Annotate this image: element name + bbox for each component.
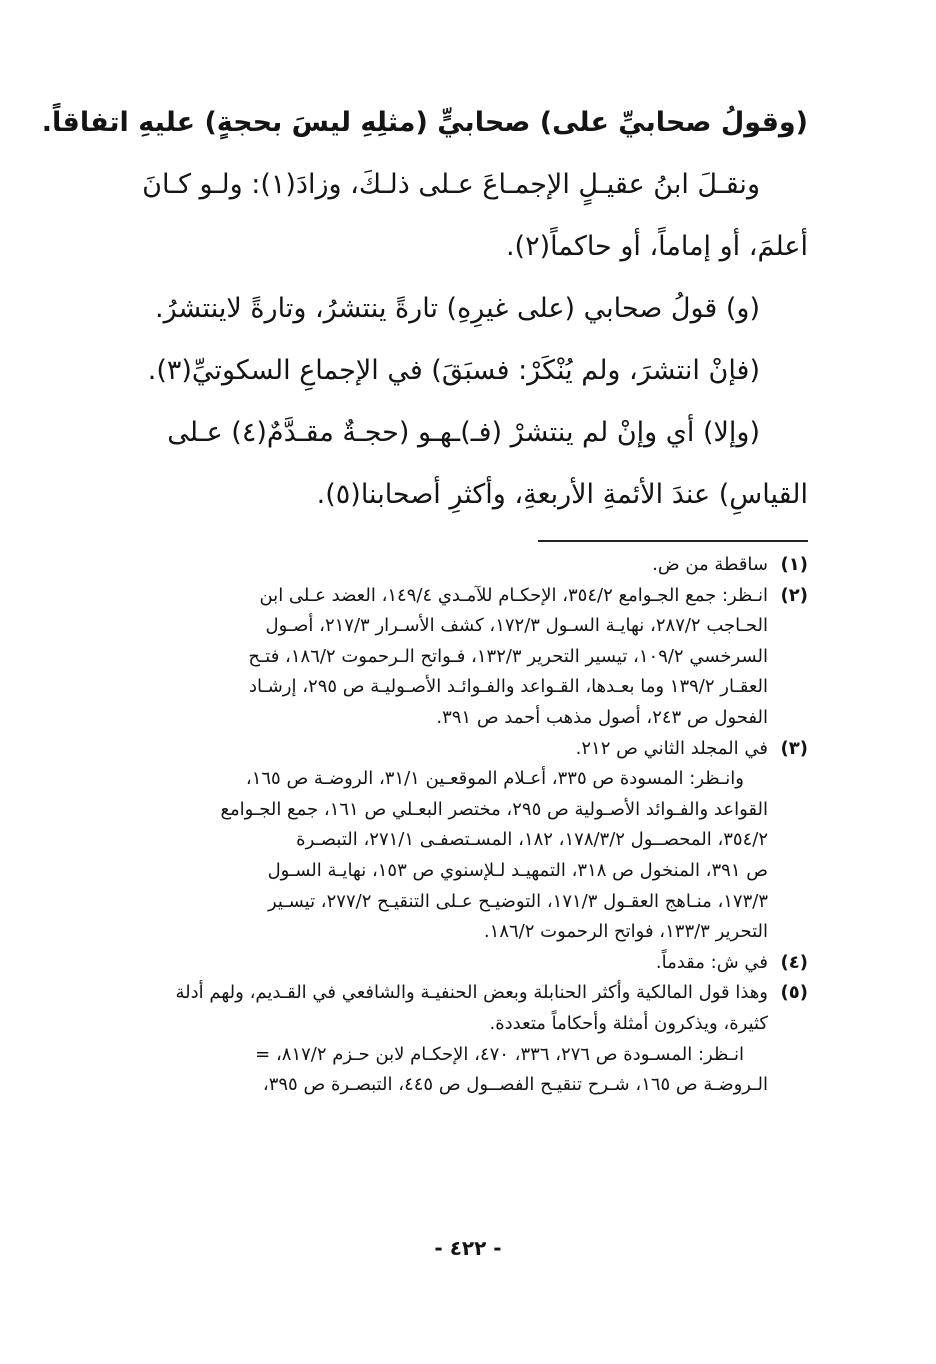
main-line: أعلمَ، أو إماماً، أو حاكماً(٢).	[505, 231, 808, 262]
main-line: (و) قولُ صحابي (على غيرِهِ) تارةً ينتشرُ، وتارةً لاينتشرُ.	[155, 293, 760, 324]
footnote-text: في المجلد الثاني ص ٢١٢.	[575, 737, 768, 759]
footnote-line: ص ٣٩١، المنخول ص ٣١٨، التمهيـد لـلإسنوي ص ١٥٣، نهايـة السـول	[267, 859, 768, 881]
footnote-line: التحرير ١٣٣/٣، فواتح الرحموت ١٨٦/٢.	[483, 921, 768, 943]
footnote-line: ١٧٣/٣، منـاهج العقـول ١٧١/٣، التوضيـح عـلى التنقيـح ٢٧٧/٢، تيسـير	[267, 890, 768, 912]
footnote-line	[118, 734, 808, 765]
main-text	[41, 92, 808, 526]
footnote-line: الـروضـة ص ١٦٥، شـرح تنقيـح الفصــول ص ٤٤٥، التبصـرة ص ٣٩٥،	[262, 1074, 768, 1096]
footnote-text: في ش: مقدماً.	[655, 951, 768, 973]
footnote-line	[118, 978, 808, 1009]
footnote-line: السرخسي ١٠٩/٢، تيسير التحرير ١٣٢/٣، فـواتح الـرحموت ١٨٦/٢، فتـح	[248, 645, 768, 667]
footnote-text: ساقطة من ض.	[652, 554, 768, 575]
footnote-line: وانـظر: المسودة ص ٣٣٥، أعـلام الموقعـين ٣١/١، الروضـة ص ١٦٥،	[245, 768, 744, 790]
page-number: - ٤٢٢ -	[434, 1236, 502, 1260]
main-line: (وإلا) أي وإنْ لم ينتشرْ (فـ)ـهـو (حجـةٌ مقـدَّمٌ(٤) عـلى	[167, 417, 760, 448]
main-line: (فإنْ انتشرَ، ولم يُنْكَرْ: فسبَقَ) في الإجماعِ السكوتيِّ(٣).	[147, 355, 760, 386]
footnote-text: انـظر: جمع الجـوامع ٣٥٤/٢، الإحكـام للآمـدي ١٤٩/٤، العضد عـلى ابن	[259, 584, 768, 606]
footnote-line	[118, 550, 808, 581]
footnote-number: (٣)	[780, 737, 808, 759]
footnote-line: انـظر: المسـودة ص ٢٧٦، ٣٣٦، ٤٧٠، الإحكـام لابن حـزم ٨١٧/٢، =	[255, 1043, 744, 1065]
footnote-number: (١)	[780, 554, 808, 575]
main-line: القياسِ) عندَ الأئمةِ الأربعةِ، وأكثرِ أصحابنا(٥).	[316, 479, 808, 510]
footnote-line	[118, 948, 808, 979]
footnote-line	[118, 581, 808, 612]
footnote-separator	[538, 540, 808, 542]
footnote-line: القواعد والفـوائد الأصـولية ص ٢٩٥، مختصر البعـلي ص ١٦١، جمع الجـوامع	[220, 798, 768, 820]
footnote-text: وهذا قول المالكية وأكثر الحنابلة وبعض الحنفيـة والشافعي في القـديم، ولهم أدلة	[175, 982, 768, 1004]
footnote-number: (٥)	[780, 982, 808, 1004]
footnote-line: الفحول ص ٢٤٣، أصول مذهب أحمد ص ٣٩١.	[436, 706, 768, 728]
footnote-number: (٤)	[780, 951, 808, 973]
footnote-line: ٣٥٤/٢، المحصــول ١٧٨/٣/٢، ١٨٢، المسـتصفـى ٢٧١/١، التبصـرة	[296, 829, 768, 851]
footnote-line: الحـاجب ٢٨٧/٢، نهايـة السـول ١٧٢/٣، كشف الأسـرار ٢١٧/٣، أصـول	[265, 615, 768, 637]
main-line: ونقـلَ ابنُ عقيـلٍ الإجمـاعَ عـلى ذلـكَ، وزادَ(١): ولـو كـانَ	[142, 169, 760, 200]
footnotes	[118, 550, 808, 1101]
main-line: (وقولُ صحابيِّ على) صحابيٍّ (مثلِهِ ليسَ بحجةٍ) عليهِ اتفاقاً.	[41, 107, 808, 138]
footnote-number: (٢)	[780, 584, 808, 606]
footnote-line: كثيرة، ويذكرون أمثلة وأحكاماً متعددة.	[489, 1012, 768, 1034]
footnote-line: العقـار ١٣٩/٢ وما بعـدها، القـواعد والفـوائـد الأصـوليـة ص ٢٩٥، إرشـاد	[248, 676, 768, 698]
